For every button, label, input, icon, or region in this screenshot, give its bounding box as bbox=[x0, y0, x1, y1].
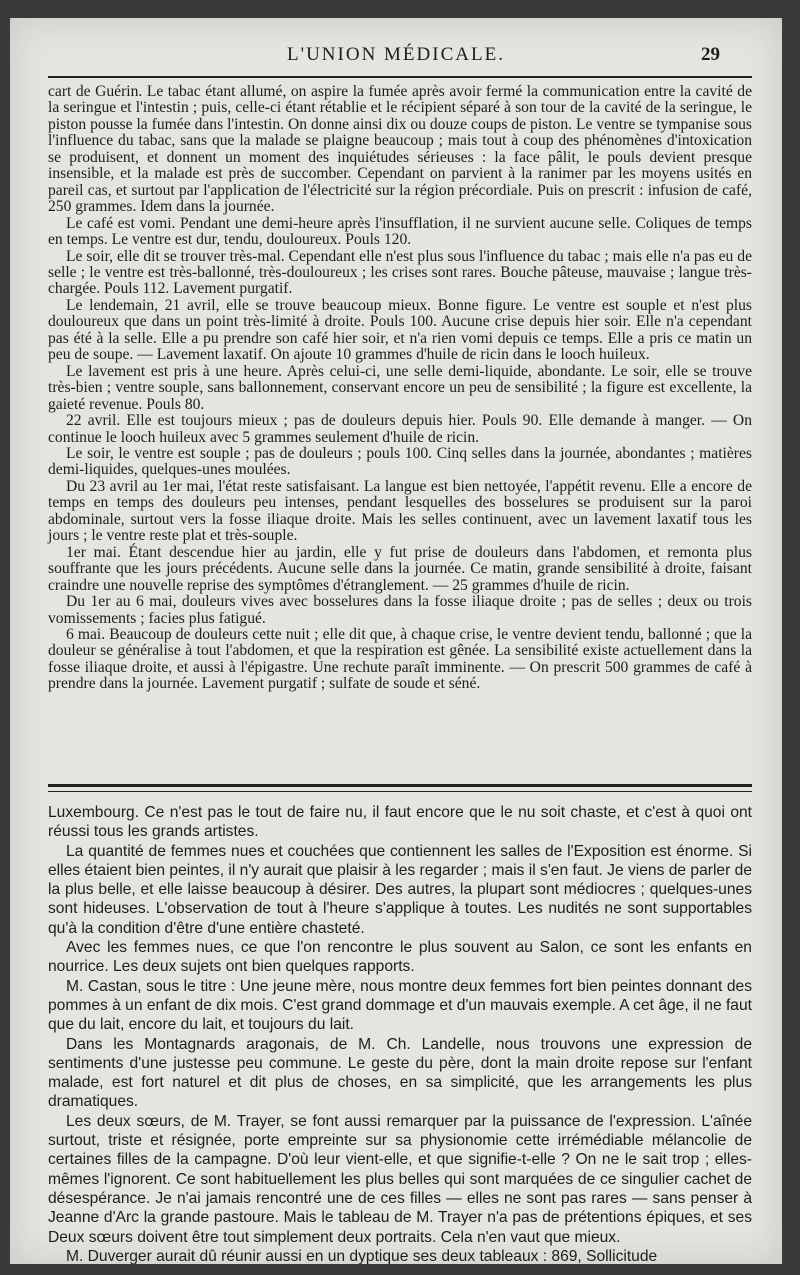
feuilleton-text bbox=[48, 803, 752, 1264]
feuilleton-paragraph: M. Duverger aurait dû réunir aussi en un dyptique ses deux tableaux : 869, Sollicitude bbox=[66, 1247, 658, 1264]
body-paragraph: Le lendemain, 21 avril, elle se trouve beaucoup mieux. Bonne figure. Le ventre est souple et n'est plus douloureux que dans un point très-limité à droite. Pouls 100. Aucune crise depuis hier soir. Elle n'a cependant pas été à la selle. Elle a pu prendre son café hier soir, et n'a rien vomi depuis ce temps. Elle a pris ce matin un peu de soupe. — Lavement laxatif. On ajoute 10 grammes d'huile de ricin dans le looch huileux. bbox=[48, 296, 752, 364]
page-header bbox=[10, 42, 782, 70]
newspaper-page bbox=[10, 18, 782, 1264]
feuilleton-separator-thin bbox=[48, 791, 752, 792]
feuilleton-paragraph: La quantité de femmes nues et couchées que contiennent les salles de l'Exposition est énorme. Si elles étaient bien peintes, il n'y aurait que plaisir à les regarder ; mais il s'en faut. Je viens de parler de la plus belle, et elle laisse beaucoup à désirer. Des autres, la plupart sont médiocres ; quelques-unes sont hideuses. L'observation de tout à l'heure s'applique à toutes. Les nudités ne sont supportables qu'à la condition d'être d'une entière chasteté. bbox=[48, 842, 752, 937]
body-paragraph: 22 avril. Elle est toujours mieux ; pas de douleurs depuis hier. Pouls 90. Elle demande à manger. — On continue le looch huileux avec 5 grammes seulement d'huile de ricin. bbox=[48, 412, 752, 446]
body-paragraph: Le café est vomi. Pendant une demi-heure après l'insufflation, il ne survient aucune selle. Coliques de temps en temps. Le ventre est dur, tendu, douloureux. Pouls 120. bbox=[48, 214, 752, 249]
header-rule bbox=[48, 76, 752, 78]
feuilleton-paragraph: Dans les Montagnards aragonais, de M. Ch. Landelle, nous trouvons une expression de sentiments d'une justesse peu commune. Le geste du père, dont la main droite repose sur l'enfant malade, est fort naturel et dit plus de choses, en sa simplicité, que les arrangements les plus dramatiques. bbox=[48, 1035, 752, 1111]
body-paragraph: Le soir, elle dit se trouver très-mal. Cependant elle n'est plus sous l'influence du tabac ; mais elle n'a pas eu de selle ; le ventre est très-ballonné, très-douloureux ; les crises sont rares. Bouche pâteuse, mauvaise ; langue très-chargée. Pouls 112. Lavement purgatif. bbox=[48, 247, 752, 298]
body-paragraph: 6 mai. Beaucoup de douleurs cette nuit ; elle dit que, à chaque crise, le ventre devient tendu, ballonné ; que la douleur se généralise à tout l'abdomen, et que la respiration est gênée. La sensibilité existe actuellement dans la fosse iliaque droite, et aussi à l'épigastre. Une rechute paraît imminente. — On prescrit 500 grammes de café à prendre dans la journée. Lavement purgatif ; sulfate de soude et séné. bbox=[48, 625, 752, 693]
body-paragraph: Du 1er au 6 mai, douleurs vives avec bosselures dans la fosse iliaque droite ; pas de selles ; deux ou trois vomissements ; facies plus fatigué. bbox=[48, 593, 752, 627]
body-paragraph: Le soir, le ventre est souple ; pas de douleurs ; pouls 100. Cinq selles dans la journée, abondantes ; matières demi-liquides, quelques-unes moulées. bbox=[48, 444, 752, 479]
feuilleton-paragraph: Les deux sœurs, de M. Trayer, se font aussi remarquer par la puissance de l'expression. L'aînée surtout, triste et résignée, porte empreinte sur sa physionomie cette irrémédiable mélancolie de certaines filles de la campagne. D'où leur vient-elle, et que signifie-t-elle ? On ne le sait trop ; elles-mêmes l'ignorent. Ce sont habituellement les plus belles qui sont marquées de ce singulier cachet de désespérance. Je n'ai jamais rencontré une de ces filles — elles ne sont pas rares — sans penser à Jeanne d'Arc la grande pastoure. Mais le tableau de M. Trayer n'a pas de prétentions épiques, et ses Deux sœurs doivent être tout simplement deux portraits. Cela n'en vaut que mieux. bbox=[48, 1112, 752, 1246]
body-paragraph: Le lavement est pris à une heure. Après celui-ci, une selle demi-liquide, abondante. Le soir, elle se trouve très-bien ; ventre souple, sans ballonnement, conservant encore un peu de sensibilité ; la figure est excellente, la gaieté revenue. Pouls 80. bbox=[48, 362, 752, 413]
feuilleton-paragraph: Luxembourg. Ce n'est pas le tout de faire nu, il faut encore que le nu soit chaste, et c'est à quoi ont réussi tous les grands artistes. bbox=[48, 804, 752, 841]
feuilleton-paragraph: Avec les femmes nues, ce que l'on rencontre le plus souvent au Salon, ce sont les enfants en nourrice. Les deux sujets ont bien quelques rapports. bbox=[48, 939, 752, 976]
feuilleton-separator-thick bbox=[48, 784, 752, 787]
body-paragraph: 1er mai. Étant descendue hier au jardin, elle y fut prise de douleurs dans l'abdomen, et remonta plus souffrante que les jours précédents. Aucune selle dans la journée. Ce matin, grande sensibilité à droite, faisant craindre une nouvelle reprise des symptômes d'étranglement. — 25 grammes d'huile de ricin. bbox=[48, 543, 752, 594]
case-report-text bbox=[48, 84, 752, 693]
page-number: 29 bbox=[701, 44, 720, 65]
feuilleton-paragraph: M. Castan, sous le titre : Une jeune mère, nous montre deux femmes fort bien peintes donnant des pommes à un enfant de dix mois. C'est grand dommage et d'un mauvais exemple. A cet âge, il ne faut que du lait, encore du lait, et toujours du lait. bbox=[48, 977, 752, 1034]
body-paragraph: cart de Guérin. Le tabac étant allumé, on aspire la fumée après avoir fermé la communication entre la cavité de la seringue et l'intestin ; puis, celle-ci étant rétablie et le récipient séparé à son tour de la cavité de la seringue, le piston pousse la fumée dans l'intestin. On donne ainsi dix ou douze coups de piston. Le ventre se tympanise sous l'influence du tabac, sans que la malade se plaigne beaucoup ; mais tout à coup des phénomènes d'intoxication se produisent, et donnent un moment des inquiétudes sérieuses : la face pâlit, le pouls devient presque insensible, et la malade est près de succomber. Cependant on parvient à la ranimer par les moyens usités en pareil cas, et surtout par l'application de l'électricité sur la région précordiale. Puis on prescrit : infusion de café, 250 grammes. Idem dans la journée. bbox=[48, 83, 752, 216]
running-title: L'UNION MÉDICALE. bbox=[287, 44, 505, 65]
body-paragraph: Du 23 avril au 1er mai, l'état reste satisfaisant. La langue est bien nettoyée, l'appétit revenu. Elle a encore de temps en temps des douleurs peu intenses, pendant lesquelles des bosselures se produisent sur la paroi abdominale, surtout vers la fosse iliaque droite. Mais les selles continuent, avec un lavement laxatif tous les jours ; le ventre reste plat et très-souple. bbox=[48, 477, 752, 545]
